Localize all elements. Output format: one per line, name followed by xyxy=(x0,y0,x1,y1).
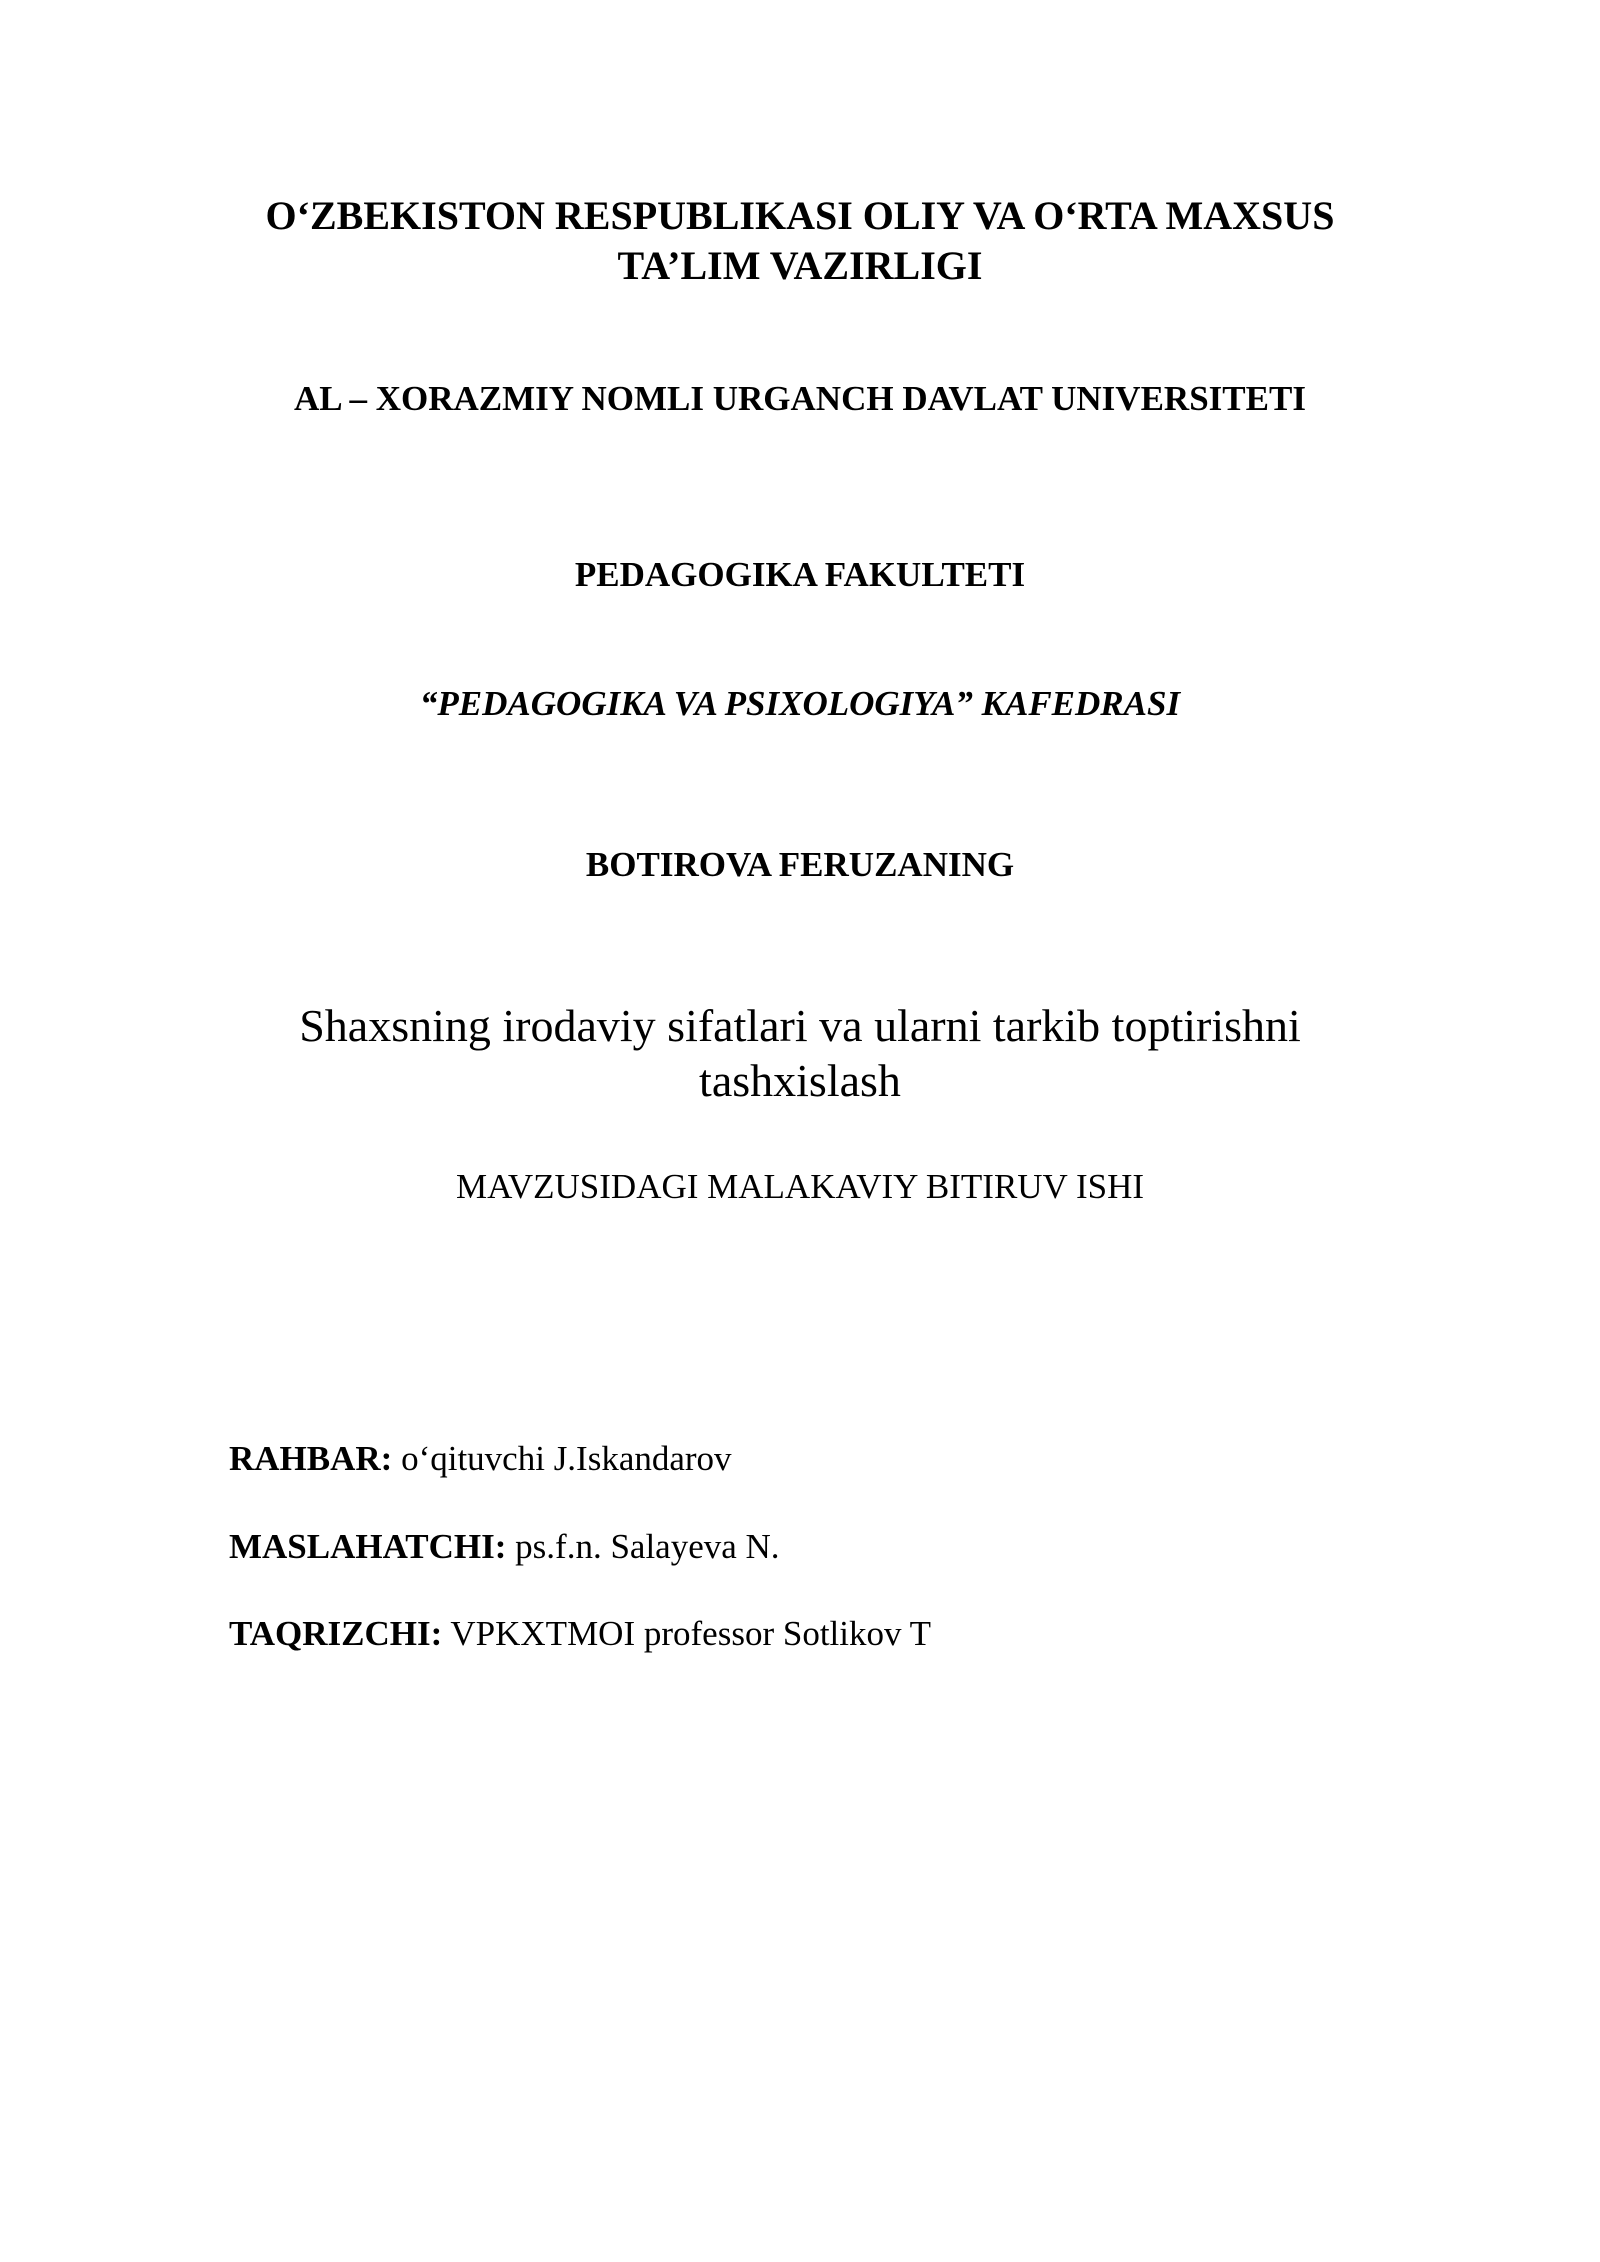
ministry-title-line-1: O‘ZBEKISTON RESPUBLIKASI OLIY VA O‘RTA MAXSUS xyxy=(265,193,1335,238)
credit-name: ps.f.n. Salayeva N. xyxy=(515,1527,780,1566)
ministry-title-line-2: TA’LIM VAZIRLIGI xyxy=(617,243,983,288)
university-name: AL – XORAZMIY NOMLI URGANCH DAVLAT UNIVERSITETI xyxy=(294,379,1306,418)
credit-consultant xyxy=(229,1529,780,1564)
credit-role: RAHBAR: xyxy=(229,1439,393,1478)
department-name: “PEDAGOGIKA VA PSIXOLOGIYA” KAFEDRASI xyxy=(419,684,1181,723)
credit-supervisor xyxy=(229,1441,732,1476)
thesis-topic-line-1: Shaxsning irodaviy sifatlari va ularni tarkib toptirishni xyxy=(299,1000,1301,1051)
credit-role: MASLAHATCHI: xyxy=(229,1527,507,1566)
work-type: MAVZUSIDAGI MALAKAVIY BITIRUV ISHI xyxy=(455,1167,1145,1206)
faculty-name: PEDAGOGIKA FAKULTETI xyxy=(574,555,1026,594)
credit-name: o‘qituvchi J.Iskandarov xyxy=(401,1439,732,1478)
thesis-topic-line-2: tashxislash xyxy=(699,1055,901,1106)
credit-role: TAQRIZCHI: xyxy=(229,1614,443,1653)
author-name: BOTIROVA FERUZANING xyxy=(585,845,1015,884)
credit-reviewer xyxy=(229,1616,931,1651)
credit-name: VPKXTMOI professor Sotlikov T xyxy=(450,1614,931,1653)
